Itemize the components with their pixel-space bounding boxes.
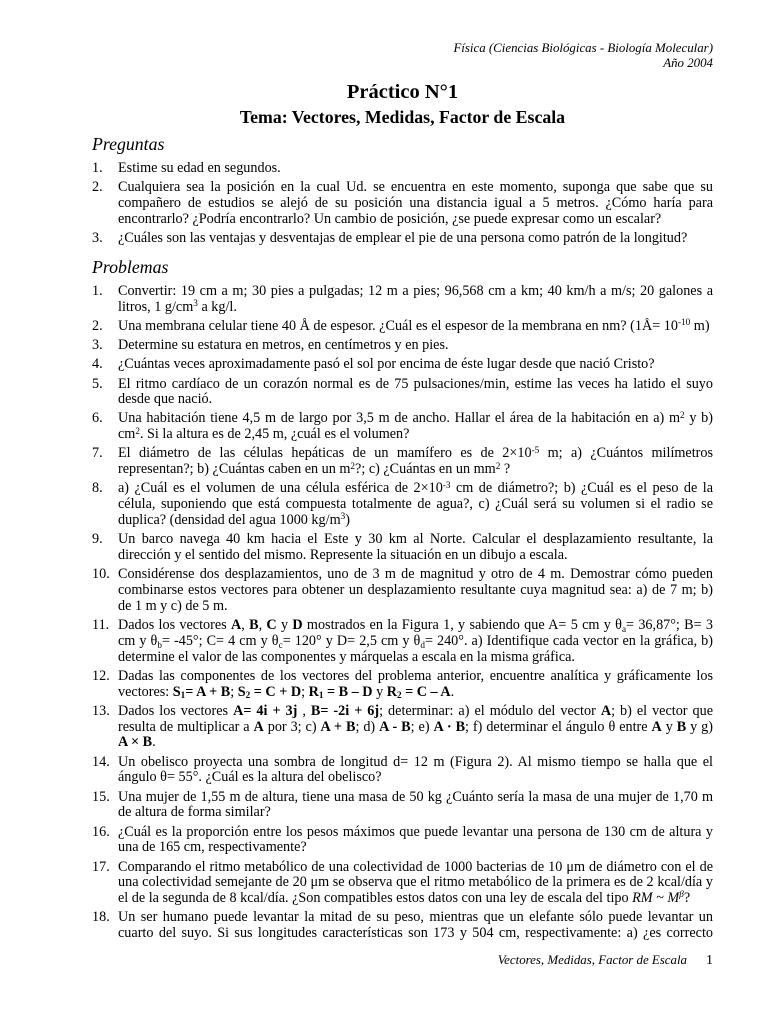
bold-text: R	[386, 683, 397, 700]
section-problemas	[92, 256, 713, 942]
item-number: 11.	[92, 617, 110, 633]
text-run: m; a) ¿Cuántos milímetros representan?; b) ¿Cuántas caben en un m	[118, 445, 713, 478]
item-text	[118, 481, 713, 528]
item-text	[118, 669, 713, 701]
item-text	[118, 704, 713, 751]
text-run: Dadas las componentes de los vectores del problema anterior, encuentre analítica y gráficamente los vectores:	[118, 667, 713, 700]
item-text	[118, 825, 713, 857]
text-run: y	[372, 683, 387, 700]
item-text	[118, 790, 713, 822]
bold-text: C	[266, 617, 277, 633]
bold-text: D	[292, 617, 303, 633]
text-run: Estime su edad en segundos.	[118, 160, 281, 176]
subscript: a	[621, 623, 627, 634]
item-text	[118, 377, 713, 409]
item-number: 10.	[92, 566, 110, 583]
italic-superscript: β	[679, 889, 684, 900]
running-header	[92, 41, 713, 71]
list-item	[92, 910, 713, 942]
text-run: = -45°; C= 4 cm y θ	[161, 632, 279, 649]
item-text	[118, 755, 713, 787]
list-item	[92, 446, 713, 478]
text-run: ; b) el vector que resulta de multiplicar a	[118, 702, 714, 735]
text-run: Dados los vectores	[118, 702, 234, 719]
superscript: 2	[495, 460, 501, 471]
header-year: Año 2004	[663, 56, 713, 70]
item-number: 6.	[92, 410, 103, 427]
text-run: El ritmo cardíaco de un corazón normal es de 75 pulsaciones/min, estime las veces ha latido el suyo desde que nació.	[118, 375, 713, 408]
text-run: ?	[683, 890, 691, 907]
superscript: -3	[442, 479, 451, 490]
superscript: 3	[340, 511, 346, 522]
bold-text: A · B	[433, 718, 466, 735]
bold-text: S	[172, 683, 181, 700]
item-number: 12.	[92, 667, 110, 684]
text-run: .	[152, 734, 156, 751]
item-text	[118, 284, 713, 316]
list-item	[92, 790, 713, 822]
text-run: y g)	[686, 718, 714, 735]
item-number: 18.	[92, 909, 110, 926]
item-text	[118, 567, 713, 614]
problems-list	[92, 284, 713, 942]
item-number: 1.	[92, 282, 103, 299]
superscript: 3	[193, 298, 198, 309]
list-item	[92, 704, 713, 751]
superscript: 2	[135, 425, 140, 436]
bold-text: A= 4i + 3j	[233, 702, 298, 719]
text-run: Dados los vectores	[118, 617, 231, 633]
text-run: Convertir: 19 cm a m; 30 pies a pulgadas; 12 m a pies; 96,568 cm a km; 40 km/h a m/s; 20 galones a litros, 1 g/cm	[118, 282, 713, 315]
item-text	[118, 161, 713, 177]
list-item	[92, 357, 713, 373]
text-run: ,	[297, 702, 311, 719]
list-item	[92, 825, 713, 857]
list-item	[92, 618, 713, 665]
text-run: ?; c) ¿Cuántas en un mm	[355, 461, 496, 478]
bold-text: A	[651, 718, 662, 735]
list-item	[92, 669, 713, 701]
superscript: 2	[680, 409, 685, 420]
bold-text: B= -2i + 6j	[310, 702, 380, 719]
subscript: d	[420, 639, 425, 650]
item-text	[118, 180, 713, 227]
item-number: 5.	[92, 375, 103, 392]
bold-text: = B – D	[323, 683, 373, 700]
list-item	[92, 161, 713, 177]
text-run: Una habitación tiene 4,5 m de largo por 3,5 m de ancho. Hallar el área de la habitación en a) m	[118, 410, 680, 427]
text-run: Determine su estatura en metros, en centímetros y en pies.	[118, 337, 449, 354]
list-item	[92, 377, 713, 409]
text-run: y	[276, 617, 293, 633]
section-heading: Problemas	[92, 256, 169, 277]
item-text	[118, 411, 713, 443]
text-run: ,	[241, 617, 250, 633]
item-text	[118, 446, 713, 478]
item-text	[118, 532, 713, 564]
bold-text: R	[308, 683, 319, 700]
list-item	[92, 755, 713, 787]
text-run: ¿Cuántas veces aproximadamente pasó el sol por encima de éste lugar desde que nació Cristo?	[118, 356, 655, 373]
item-text	[118, 860, 713, 907]
bold-text: S	[237, 683, 246, 700]
item-number: 1.	[92, 160, 103, 176]
page-subtitle: Tema: Vectores, Medidas, Factor de Escala	[239, 107, 566, 127]
superscript: 2	[350, 460, 356, 471]
page-number: 1	[706, 953, 713, 968]
bold-text: A - B	[379, 718, 411, 735]
bold-subscript: 1	[318, 690, 324, 701]
bold-subscript: 1	[180, 690, 186, 701]
text-run: y b) cm	[118, 410, 713, 443]
item-number: 14.	[92, 753, 110, 770]
page-title: Práctico N°1	[346, 81, 459, 103]
text-run: El diámetro de las células hepáticas de un mamífero es de 2×10	[118, 445, 532, 462]
text-run: ,	[258, 617, 267, 633]
text-run: ¿Cuáles son las ventajas y desventajas de emplear el pie de una persona como patrón de la longitud?	[118, 229, 688, 246]
item-number: 9.	[92, 531, 103, 548]
text-run: a kg/l.	[197, 298, 237, 315]
text-run: .	[450, 683, 455, 700]
bold-text: A	[230, 617, 242, 633]
header-course: Física (Ciencias Biológicas - Biología Molecular)	[453, 41, 713, 55]
bold-text: B	[249, 617, 259, 633]
bold-text: = C + D	[250, 683, 302, 700]
text-run: y	[661, 718, 677, 735]
item-number: 7.	[92, 445, 103, 462]
item-number: 2.	[92, 317, 103, 334]
text-run: Una membrana celular tiene 40 Å de espesor. ¿Cuál es el espesor de la membrana en nm? (1Å= 10	[118, 317, 678, 334]
text-run: ;	[230, 683, 238, 700]
italic-text: RM ~ M	[632, 890, 680, 907]
item-number: 4.	[92, 356, 103, 373]
item-number: 2.	[92, 179, 103, 196]
superscript: -5	[531, 444, 540, 455]
text-run: = 240°. a) Identifique cada vector en la gráfica, b) determine el valor de las componentes y márquelas a escala en la misma gráfica.	[118, 632, 713, 665]
text-run: Un ser humano puede levantar la mitad de su peso, mientras que un elefante sólo puede levantar un cuarto del suyo. Si sus longitudes características son 173 y 504 cm, respectivamente: a) ¿es correcto	[118, 909, 713, 942]
list-item	[92, 284, 713, 316]
page-footer	[498, 952, 713, 969]
text-run: por 3; c)	[263, 718, 321, 735]
item-text	[118, 618, 713, 665]
list-item	[92, 567, 713, 614]
item-number: 3.	[92, 229, 103, 246]
item-number: 17.	[92, 858, 110, 875]
list-item	[92, 860, 713, 907]
bold-text: A × B	[118, 734, 153, 751]
text-run: ; d)	[355, 718, 380, 735]
item-text	[118, 357, 713, 373]
bold-text: A	[600, 702, 612, 719]
text-run: ;	[301, 683, 309, 700]
bold-text: A + B	[320, 718, 356, 735]
bold-text: A	[253, 718, 264, 735]
bold-subscript: 2	[396, 690, 402, 701]
item-number: 8.	[92, 480, 103, 497]
list-item	[92, 411, 713, 443]
list-item	[92, 532, 713, 564]
text-run: Un obelisco proyecta una sombra de longitud d= 12 m (Figura 2). Al mismo tiempo se halla que el ángulo θ= 55°. ¿Cuál es la altura del obelisco?	[118, 753, 713, 786]
text-run: ; e)	[410, 718, 434, 735]
text-run: a) ¿Cuál es el volumen de una célula esférica de 2×10	[118, 480, 443, 497]
text-run: = 36,87°; B= 3 cm y θ	[118, 617, 714, 649]
text-run: m)	[690, 317, 710, 334]
text-run: ¿Cuál es la proporción entre los pesos máximos que puede levantar una persona de 130 cm de altura y una de 165 cm, respectivamente?	[118, 823, 713, 856]
superscript: -10	[677, 317, 691, 328]
text-run: ; f) determinar el ángulo θ entre	[465, 718, 652, 735]
text-run: Un barco navega 40 km hacia el Este y 30 km al Norte. Calcular el desplazamiento resultante, la dirección y el sentido del mismo. Represente la situación en un dibujo a escala.	[118, 531, 713, 564]
list-item	[92, 481, 713, 528]
list-item	[92, 180, 713, 227]
bold-text: B	[676, 718, 687, 735]
item-number: 16.	[92, 823, 110, 840]
item-text	[118, 910, 713, 942]
item-number: 3.	[92, 337, 103, 354]
footer-title: Vectores, Medidas, Factor de Escala	[497, 953, 687, 967]
list-item	[92, 319, 713, 335]
text-run: Comparando el ritmo metabólico de una colectividad de 1000 bacterias de 10 μm de diámetro con el de una colectividad semejante de 20 μm se observa que el ritmo metabólico de la primera es de 2 kcal/día y el de la segunda de 8 kcal/día. ¿Son compatibles estos datos con una ley de escala del tipo	[118, 858, 713, 907]
bold-text: = A + B	[185, 683, 231, 700]
text-run: )	[345, 512, 350, 529]
subscript: c	[278, 639, 283, 650]
text-run: . Si la altura es de 2,45 m, ¿cuál es el volumen?	[139, 426, 410, 443]
bold-text: = C – A	[401, 683, 451, 700]
item-text	[118, 319, 713, 335]
bold-subscript: 2	[245, 690, 251, 701]
text-run: = 120° y D= 2,5 cm y θ	[282, 632, 421, 649]
text-run: Cualquiera sea la posición en la cual Ud. se encuentra en este momento, suponga que sabe que su compañero de estudios se alejó de su posición una distancia igual a 5 metros. ¿Cómo haría para encontrarlo? ¿Podría encontrarlo? Un cambio de posición, ¿se puede expresar como un escalar?	[118, 179, 713, 227]
section-heading: Preguntas	[92, 134, 165, 154]
questions-list	[92, 161, 713, 247]
text-run: ; determinar: a) el módulo del vector	[379, 702, 601, 719]
text-run: Una mujer de 1,55 m de altura, tiene una masa de 50 kg ¿Cuánto sería la masa de una mujer de 1,70 m de altura de forma similar?	[118, 788, 713, 821]
text-run: mostrados en la Figura 1, y sabiendo que A= 5 cm y θ	[302, 617, 622, 633]
text-run: Considérense dos desplazamientos, uno de 3 m de magnitud y otro de 4 m. Demostrar cómo pueden combinarse estos vectores para obtener un desplazamiento resultante cuya magnitud sea: a) de 7 m; b) de 1 m y c) de 5 m.	[118, 566, 713, 614]
item-number: 13.	[92, 702, 110, 719]
page-content	[92, 41, 713, 942]
list-item	[92, 231, 713, 247]
item-text	[118, 231, 713, 247]
item-number: 15.	[92, 788, 110, 805]
section-preguntas	[92, 133, 713, 247]
item-text	[118, 338, 713, 354]
text-run: cm de diámetro?; b) ¿Cuál es el peso de la célula, suponiendo que está compuesta totalmente de agua?, c) ¿Cuál será su volumen si el radio se duplica? (densidad del agua 1000 kg/m	[118, 480, 713, 529]
subscript: b	[157, 639, 162, 650]
text-run: ?	[500, 461, 511, 478]
list-item	[92, 338, 713, 354]
